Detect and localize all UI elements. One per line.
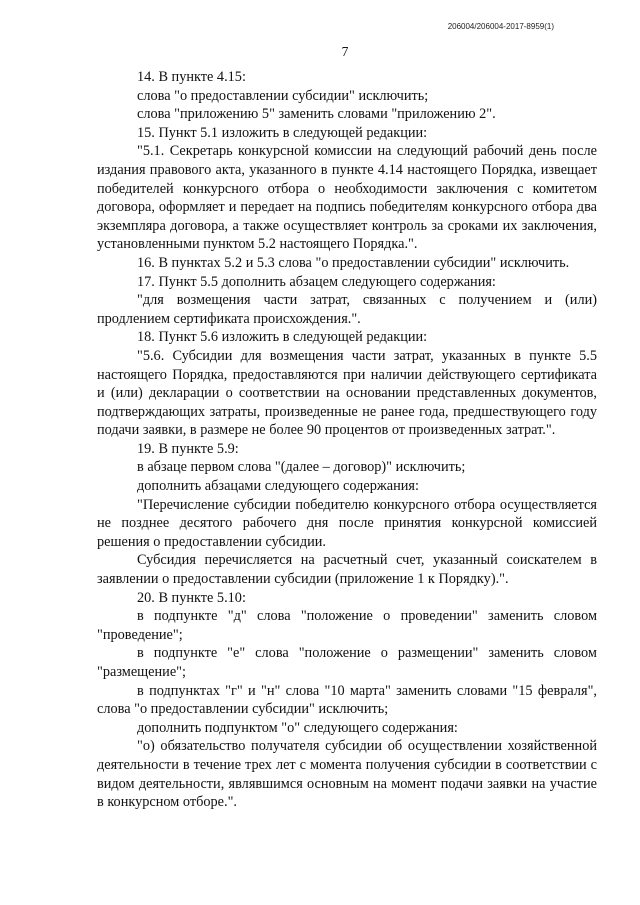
quoted-clause-5-1: "5.1. Секретарь конкурсной комиссии на следующий рабочий день после издания правового акта, указанного в пункте 4.14 настоящего Порядка, извещает победителей конкурсного отбора о необходимости заключения с комитетом договора, оформляет и передает на подпись победителям конкурсного отбора два экземпляра договора, а также осуществляет контроль за сроками их заключения, установленными пунктом 5.2 настоящего Порядка.". bbox=[97, 143, 597, 253]
paragraph: слова "приложению 5" заменить словами "приложению 2". bbox=[137, 106, 496, 123]
paragraph: в подпунктах "г" и "н" слова "10 марта" заменить словами "15 февраля", слова "о предоставлении субсидии" исключить; bbox=[97, 682, 597, 718]
document-body bbox=[97, 68, 597, 812]
paragraph: в абзаце первом слова "(далее – договор)" исключить; bbox=[137, 459, 466, 476]
paragraph: слова "о предоставлении субсидии" исключить; bbox=[137, 87, 429, 104]
paragraph: в подпункте "е" слова "положение о размещении" заменить словом "размещение"; bbox=[97, 645, 597, 680]
paragraph: в подпункте "д" слова "положение о проведении" заменить словом "проведение"; bbox=[97, 608, 597, 643]
page-number: 7 bbox=[341, 44, 349, 59]
paragraph-17: 17. Пункт 5.5 дополнить абзацем следующего содержания: bbox=[137, 273, 496, 290]
quoted-clause-o: "о) обязательство получателя субсидии об осуществлении хозяйственной деятельности в течение трех лет с момента получения субсидии в соответствии с видом деятельности, являвшимся основным на момент подачи заявки на участие в конкурсном отборе.". bbox=[97, 738, 597, 811]
paragraph-14: 14. В пункте 4.15: bbox=[137, 69, 246, 85]
paragraph-16: 16. В пунктах 5.2 и 5.3 слова "о предоставлении субсидии" исключить. bbox=[137, 254, 570, 271]
quoted-clause-5-6: "5.6. Субсидии для возмещения части затрат, указанных в пункте 5.5 настоящего Порядка, предоставляются при наличии действующего сертификата и (или) декларации о соответствии на основании представленных документов, подтверждающих затраты, произведенные не ранее года, предшествующего году подачи заявки, в размере не более 90 процентов от произведенных затрат.". bbox=[97, 347, 597, 439]
paragraph-19: 19. В пункте 5.9: bbox=[137, 440, 239, 457]
quoted-clause: "для возмещения части затрат, связанных с получением и (или) продлением сертификата происхождения.". bbox=[97, 292, 597, 327]
paragraph-20: 20. В пункте 5.10: bbox=[137, 589, 246, 606]
quoted-clause: Субсидия перечисляется на расчетный счет, указанный соискателем в заявлении о предоставлении субсидии (приложение 1 к Порядку).". bbox=[97, 552, 597, 588]
paragraph: дополнить подпунктом "о" следующего содержания: bbox=[137, 719, 458, 736]
paragraph-18: 18. Пункт 5.6 изложить в следующей редакции: bbox=[137, 329, 428, 346]
quoted-clause: "Перечисление субсидии победителю конкурсного отбора осуществляется не позднее десятого рабочего дня после принятия конкурсной комиссией решения о предоставлении субсидии. bbox=[97, 496, 597, 550]
document-code: 206004/206004-2017-8959(1) bbox=[447, 22, 554, 31]
paragraph: дополнить абзацами следующего содержания: bbox=[137, 478, 419, 495]
paragraph-15: 15. Пункт 5.1 изложить в следующей редакции: bbox=[137, 124, 428, 141]
